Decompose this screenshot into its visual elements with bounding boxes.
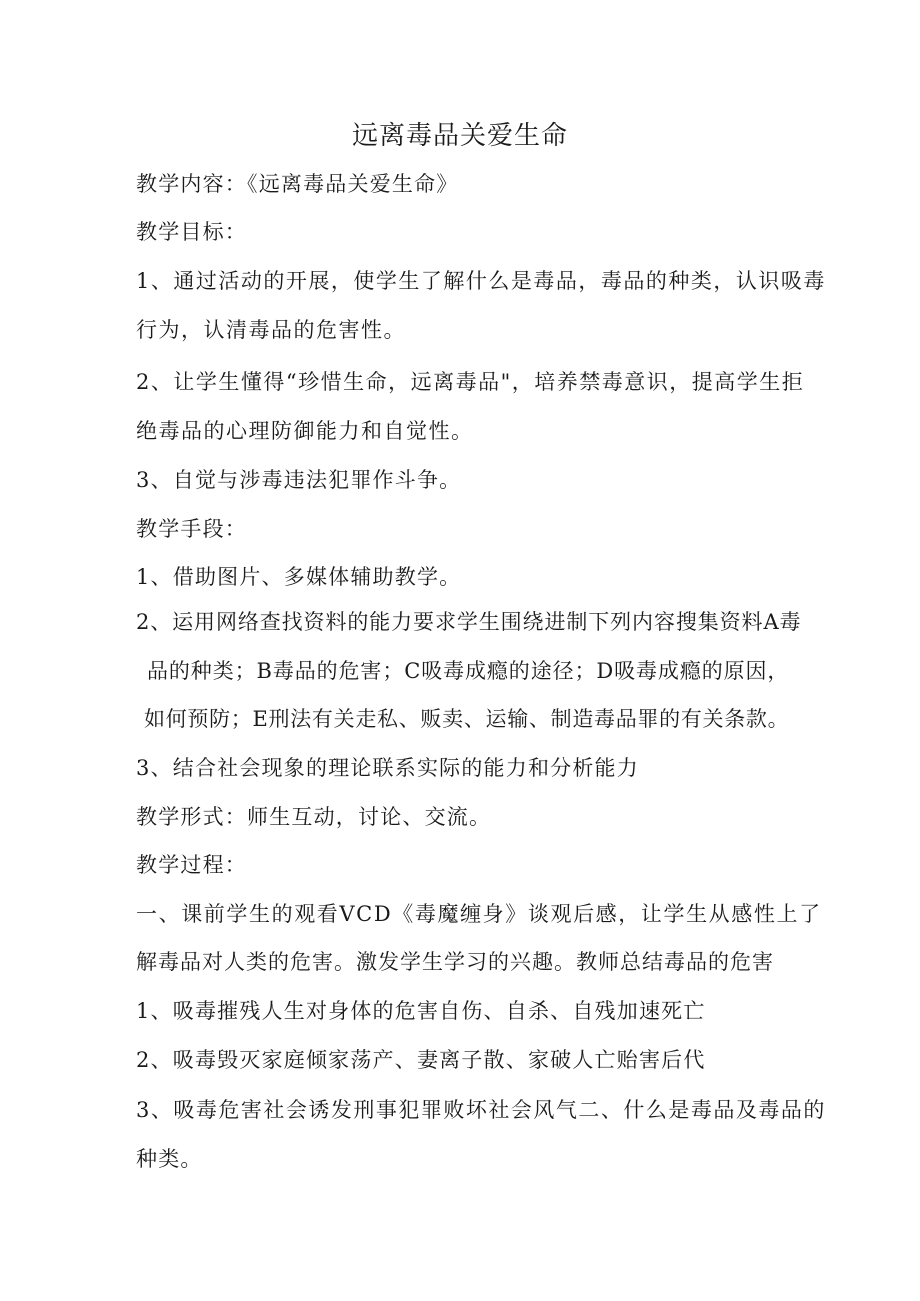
goal-2-line-1: 2、让学生懂得“珍惜生命，远离毒品"，培养禁毒意识，提高学生拒 <box>136 370 805 394</box>
goal-1-line-1: 1、通过活动的开展，使学生了解什么是毒品，毒品的种类，认识吸毒 <box>136 269 826 293</box>
means-3-line: 3、结合社会现象的理论联系实际的能力和分析能力 <box>136 756 639 780</box>
means-2-line-2: 品的种类；B毒品的危害；C吸毒成瘾的途径；D吸毒成瘾的原因， <box>147 659 790 683</box>
means-2-line-3: 如何预防；E刑法有关走私、贩卖、运输、制造毒品罪的有关条款。 <box>144 707 790 731</box>
teaching-form-line: 教学形式：师生互动，讨论、交流。 <box>136 805 492 829</box>
document-title: 远离毒品关爱生命 <box>351 121 568 151</box>
harm-1-line: 1、吸毒摧残人生对身体的危害自伤、自杀、自残加速死亡 <box>136 999 706 1023</box>
teaching-content-line: 教学内容：《远离毒品关爱生命》 <box>136 172 459 196</box>
teaching-means-heading: 教学手段： <box>136 517 247 541</box>
process-1-line-2: 解毒品对人类的危害。激发学生学习的兴趣。教师总结毒品的危害 <box>136 950 774 974</box>
harm-3-line-1: 3、吸毒危害社会诱发刑事犯罪败坏社会风气二、什么是毒品及毒品的 <box>136 1098 826 1122</box>
harm-2-line: 2、吸毒毁灭家庭倾家荡产、妻离子散、家破人亡贻害后代 <box>136 1048 706 1072</box>
means-1-line: 1、借助图片、多媒体辅助教学。 <box>136 565 462 589</box>
goal-2-line-2: 绝毒品的心理防御能力和自觉性。 <box>136 419 474 443</box>
teaching-goals-heading: 教学目标： <box>136 220 247 244</box>
means-2-line-1: 2、运用网络查找资料的能力要求学生围绕进制下列内容搜集资料A毒 <box>136 610 802 634</box>
goal-3-line: 3、自觉与涉毒违法犯罪作斗争。 <box>136 468 462 492</box>
teaching-process-heading: 教学过程： <box>136 853 247 877</box>
process-1-line-1: 一、课前学生的观看VCD《毒魔缠身》谈观后感，让学生从感性上了 <box>136 902 822 926</box>
harm-3-line-2: 种类。 <box>136 1147 203 1171</box>
goal-1-line-2: 行为，认清毒品的危害性。 <box>136 318 406 342</box>
